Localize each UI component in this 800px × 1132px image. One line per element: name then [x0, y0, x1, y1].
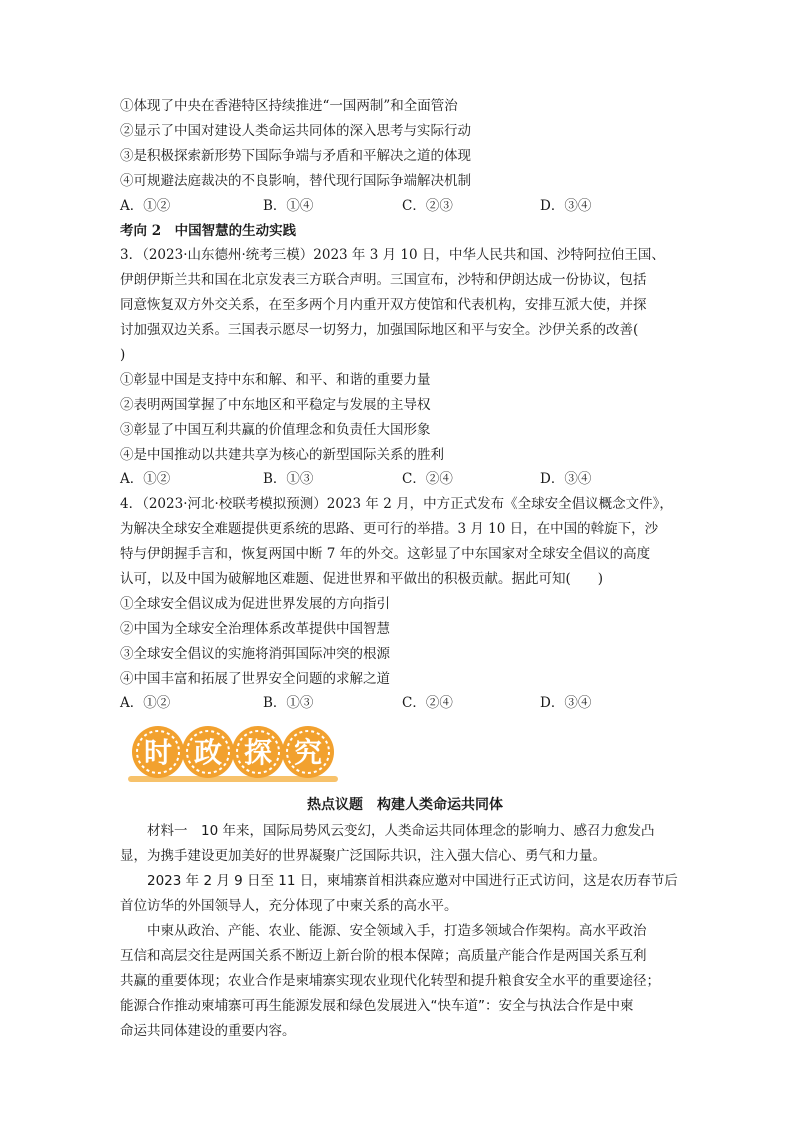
q4-stem-line-1: 4．（2023·河北·校联考模拟预测）2023 年 2 月，中方正式发布《全球安全倡议概念文件》，: [120, 496, 673, 512]
banner-char-2: 政: [193, 736, 223, 769]
banner-badge-3: [232, 726, 284, 778]
q3-option-d[interactable]: D．③④: [540, 471, 592, 487]
q4-statement-4: ④中国丰富和拓展了世界安全问题的求解之道: [120, 671, 390, 687]
material-line-2: 显，为携手建设更加美好的世界凝聚广泛国际共识，注入强大信心、勇气和力量。: [120, 848, 606, 864]
section-heading: 考向 2 中国智慧的生动实践: [120, 223, 297, 239]
q2-statement-2: ②显示了中国对建设人类命运共同体的深入思考与实际行动: [120, 123, 471, 139]
topic-title: 热点议题 构建人类命运共同体: [307, 797, 503, 813]
q4-option-b[interactable]: B．①③: [263, 695, 314, 711]
q4-stem-line-4: 认可，以及中国为破解地区难题、促进世界和平做出的积极贡献。据此可知( ): [120, 571, 604, 587]
q3-statement-2: ②表明两国掌握了中东地区和平稳定与发展的主导权: [120, 397, 431, 413]
q2-options: [120, 196, 680, 216]
q2-statement-3: ③是积极探索新形势下国际争端与矛盾和平解决之道的体现: [120, 148, 471, 164]
q3-stem-line-3: 同意恢复双方外交关系，在至多两个月内重开双方使馆和代表机构，安排互派大使，并探: [120, 297, 647, 313]
material-line-9: 命运共同体建设的重要内容。: [120, 1023, 296, 1039]
material-line-3: 2023 年 2 月 9 日至 11 日，柬埔寨首相洪森应邀对中国进行正式访问，这是农历春节后: [120, 873, 678, 889]
q2-option-b[interactable]: B．①④: [263, 198, 314, 214]
banner-char-3: 探: [243, 736, 273, 769]
q3-stem-line-5: ): [120, 347, 126, 363]
banner-badge-1: [132, 726, 184, 778]
q3-statement-3: ③彰显了中国互利共赢的价值理念和负责任大国形象: [120, 422, 431, 438]
material-line-8: 能源合作推动柬埔寨可再生能源发展和绿色发展进入“快车道”：安全与执法合作是中柬: [120, 998, 634, 1014]
q4-option-a[interactable]: A．①②: [120, 695, 171, 711]
q2-statement-1: ①体现了中央在香港特区持续推进“一国两制”和全面管治: [120, 98, 458, 114]
q2-option-d[interactable]: D．③④: [540, 198, 592, 214]
material-line-1: 材料一 10 年来，国际局势风云变幻，人类命运共同体理念的影响力、感召力愈发凸: [120, 823, 655, 839]
q2-statement-4: ④可规避法庭裁决的不良影响，替代现行国际争端解决机制: [120, 173, 471, 189]
q2-option-a[interactable]: A．①②: [120, 198, 171, 214]
q3-options: [120, 469, 680, 489]
q3-statement-1: ①彰显中国是支持中东和解、和平、和谐的重要力量: [120, 372, 431, 388]
material-line-6: 互信和高层交往是两国关系不断迈上新台阶的根本保障；高质量产能合作是两国关系互利: [120, 948, 647, 964]
banner-graphic: [120, 722, 350, 788]
q4-statement-2: ②中国为全球安全治理体系改革提供中国智慧: [120, 621, 390, 637]
q3-stem-line-2: 伊朗伊斯兰共和国在北京发表三方联合声明。三国宣布，沙特和伊朗达成一份协议，包括: [120, 272, 647, 288]
q4-option-c[interactable]: C．②④: [402, 695, 453, 711]
material-line-4: 首位访华的外国领导人，充分体现了中柬关系的高水平。: [120, 898, 458, 914]
q3-stem-line-1: 3．（2023·山东德州·统考三模）2023 年 3 月 10 日，中华人民共和国、沙特阿拉伯王国、: [120, 247, 665, 263]
q4-stem-line-3: 特与伊朗握手言和，恢复两国中断 7 年的外交。这彰显了中东国家对全球安全倡议的高度: [120, 546, 651, 562]
material-line-5: 中柬从政治、产能、农业、能源、安全领域入手，打造多领域合作架构。高水平政治: [120, 923, 647, 939]
banner-badge-2: [182, 726, 234, 778]
q4-options: [120, 693, 680, 713]
q3-statement-4: ④是中国推动以共建共享为核心的新型国际关系的胜利: [120, 447, 444, 463]
banner-char-1: 时: [143, 736, 173, 769]
q3-option-a[interactable]: A．①②: [120, 471, 171, 487]
q4-stem-line-2: 为解决全球安全难题提供更系统的思路、更可行的举措。3 月 10 日，在中国的斡旋下，沙: [120, 521, 659, 537]
banner-badge-4: [282, 726, 334, 778]
banner-char-4: 究: [293, 736, 323, 769]
material-line-7: 共赢的重要体现；农业合作是柬埔寨实现农业现代化转型和提升粮食安全水平的重要途径；: [120, 973, 660, 989]
q3-option-c[interactable]: C．②④: [402, 471, 453, 487]
q3-stem-line-4: 讨加强双边关系。三国表示愿尽一切努力，加强国际地区和平与安全。沙伊关系的改善(: [120, 322, 639, 338]
q2-option-c[interactable]: C．②③: [402, 198, 453, 214]
q4-statement-3: ③全球安全倡议的实施将消弭国际冲突的根源: [120, 646, 390, 662]
q4-option-d[interactable]: D．③④: [540, 695, 592, 711]
section-banner: [120, 722, 350, 788]
q4-statement-1: ①全球安全倡议成为促进世界发展的方向指引: [120, 596, 390, 612]
q3-option-b[interactable]: B．①③: [263, 471, 314, 487]
